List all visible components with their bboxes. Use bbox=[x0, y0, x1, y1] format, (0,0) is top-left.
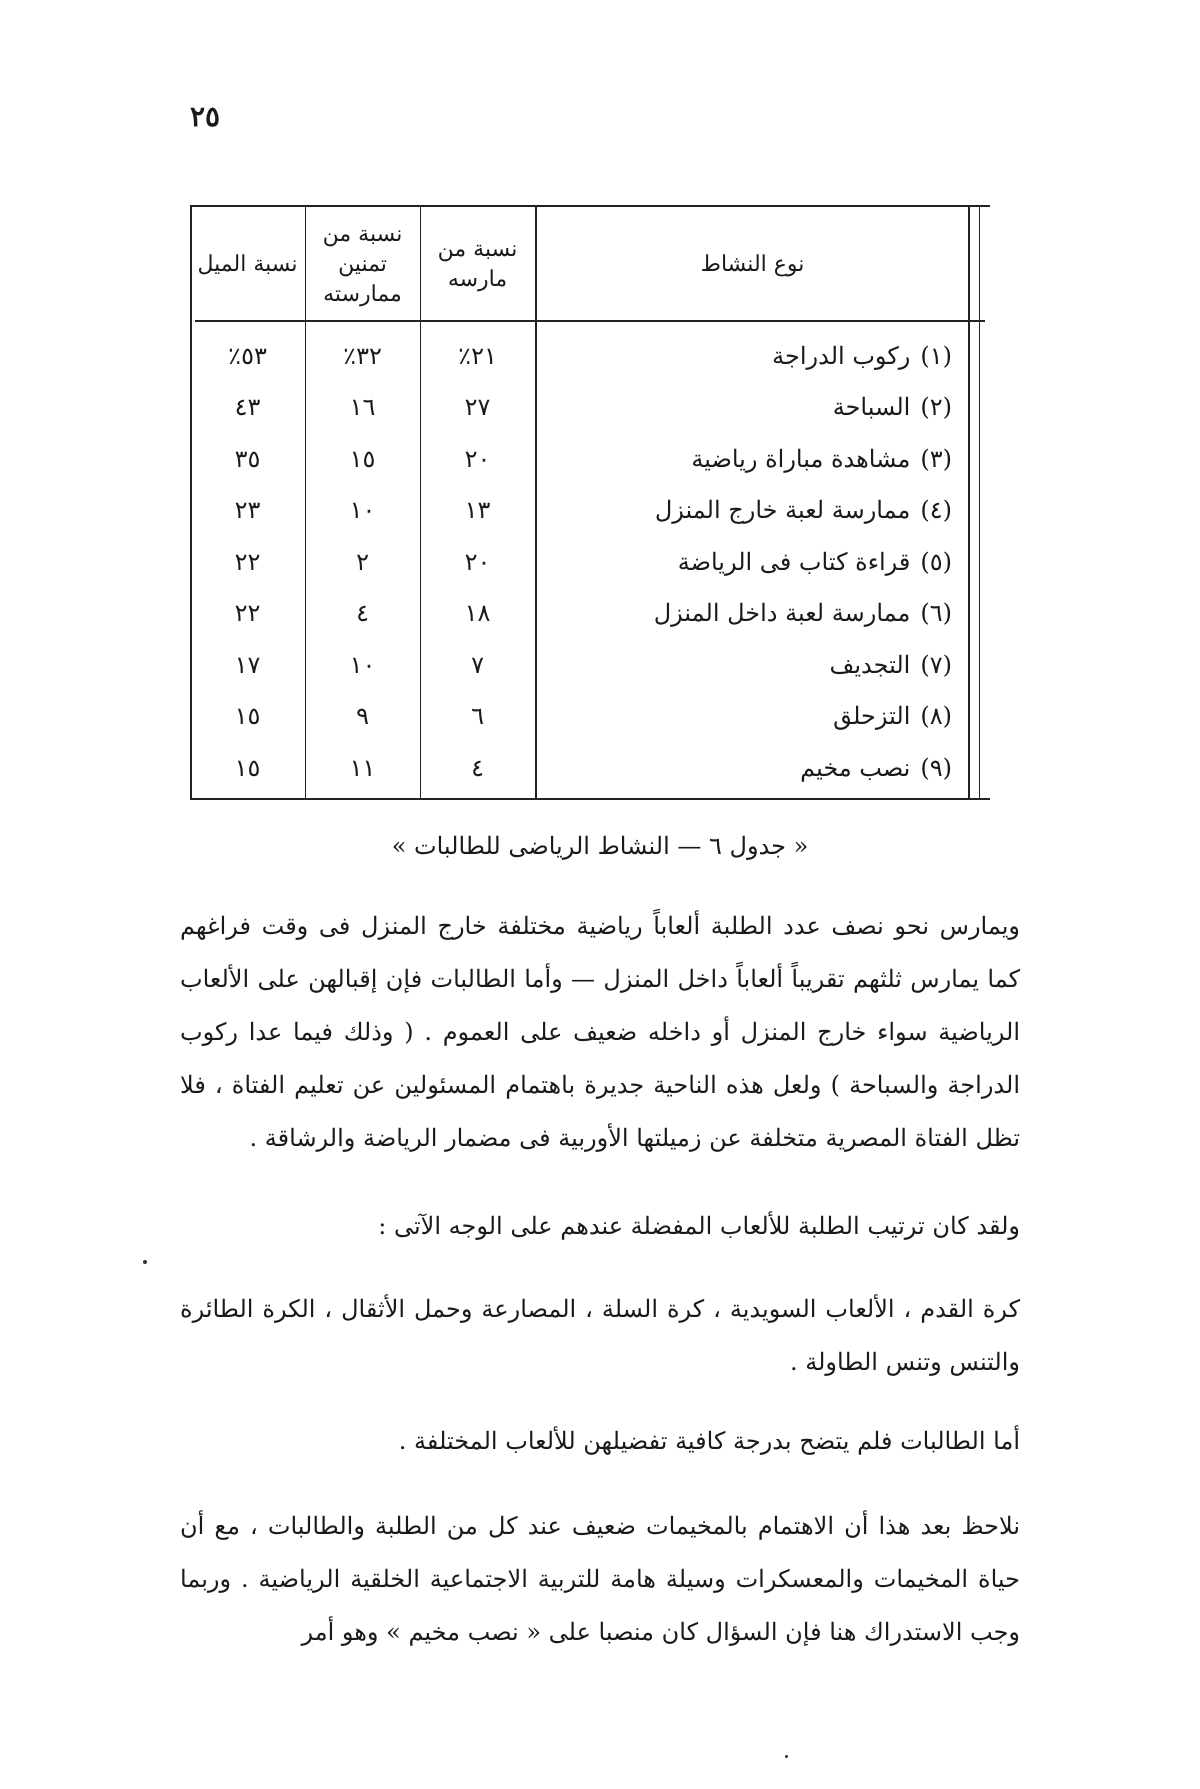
table-row bbox=[190, 536, 990, 588]
cell-wish: ١٠ bbox=[349, 650, 376, 679]
cell-inclination: ٢٢ bbox=[234, 547, 261, 576]
cell-practice: ٤ bbox=[471, 753, 484, 782]
cell-inclination: ١٥ bbox=[234, 753, 261, 782]
cell-inclination: ٥٣٪ bbox=[228, 341, 267, 370]
cell-activity bbox=[535, 330, 970, 382]
cell-activity bbox=[535, 691, 970, 743]
table-caption: « جدول ٦ — النشاط الرياضى للطالبات » bbox=[391, 832, 809, 860]
table-row bbox=[190, 330, 990, 382]
cell-wish: ٢ bbox=[356, 547, 369, 576]
cell-activity bbox=[535, 639, 970, 691]
activity-label: ممارسة لعبة داخل المنزل bbox=[653, 599, 911, 628]
cell-practice: ١٣ bbox=[464, 496, 491, 525]
table-row bbox=[190, 485, 990, 537]
paragraph-4: أما الطالبات فلم يتضح بدرجة كافية تفضيلهن للألعاب المختلفة . bbox=[398, 1427, 1020, 1455]
cell-activity bbox=[535, 588, 970, 640]
cell-practice: ١٨ bbox=[464, 599, 491, 628]
cell-wish: ٤ bbox=[356, 599, 369, 628]
row-number: (٣) bbox=[920, 444, 952, 473]
header-practice: نسبة من مارسه bbox=[437, 237, 518, 292]
header-activity: نوع النشاط bbox=[700, 252, 805, 278]
cell-wish: ١١ bbox=[349, 753, 376, 782]
cell-activity bbox=[535, 382, 970, 434]
cell-inclination: ١٧ bbox=[234, 650, 261, 679]
cell-wish: ١٠ bbox=[349, 496, 376, 525]
page-number: ٢٥ bbox=[190, 100, 221, 133]
paragraph-5: نلاحظ بعد هذا أن الاهتمام بالمخيمات ضعيف عند كل من الطلبة والطالبات ، مع أن حياة المخيمات والمعسكرات وسيلة هامة للتربية الاجتماعية الخلقية الرياضية . وربما وجب الاستدراك هنا فإن السؤال كان منصبا على « نصب مخيم » وهو أمر bbox=[180, 1512, 1020, 1646]
paragraph-3: كرة القدم ، الألعاب السويدية ، كرة السلة ، المصارعة وحمل الأثقال ، الكرة الطائرة والتنس وتنس الطاولة . bbox=[180, 1295, 1020, 1376]
scan-speck bbox=[785, 1755, 788, 1758]
table-row bbox=[190, 588, 990, 640]
cell-practice: ٢٧ bbox=[464, 393, 491, 422]
table-body bbox=[190, 330, 990, 794]
cell-activity bbox=[535, 485, 970, 537]
cell-practice: ٢١٪ bbox=[458, 341, 497, 370]
cell-activity bbox=[535, 536, 970, 588]
table-row bbox=[190, 639, 990, 691]
paragraph-1: ويمارس نحو نصف عدد الطلبة ألعاباً رياضية مختلفة خارج المنزل فى وقت فراغهم كما يمارس ثلثهم تقريباً ألعاباً داخل المنزل — وأما الطالبات فإن إقبالهن على الألعاب الرياضية سواء خارج المنزل أو داخله ضعيف على العموم . ( وذلك فيما عدا ركوب الدراجة والسباحة ) ولعل هذه الناحية جديرة باهتمام المسئولين عن تعليم الفتاة ، فلا تظل الفتاة المصرية متخلفة عن زميلتها الأوربية فى مضمار الرياضة والرشاقة . bbox=[180, 912, 1020, 1152]
row-number: (٧) bbox=[920, 650, 952, 679]
cell-wish: ١٦ bbox=[349, 393, 376, 422]
header-wish: نسبة من تمنين ممارسته bbox=[322, 222, 403, 307]
table-row bbox=[190, 382, 990, 434]
cell-activity bbox=[535, 433, 970, 485]
activity-label: السباحة bbox=[832, 393, 911, 422]
activity-label: مشاهدة مباراة رياضية bbox=[691, 444, 911, 473]
table-row bbox=[190, 691, 990, 743]
table-row bbox=[190, 742, 990, 794]
table-top-border bbox=[190, 205, 990, 207]
cell-inclination: ١٥ bbox=[234, 702, 261, 731]
activity-label: قراءة كتاب فى الرياضة bbox=[677, 547, 911, 576]
cell-practice: ٧ bbox=[471, 650, 484, 679]
activity-label: ركوب الدراجة bbox=[772, 341, 911, 370]
row-number: (٦) bbox=[920, 599, 952, 628]
table-header-divider bbox=[195, 320, 985, 322]
row-number: (٨) bbox=[920, 702, 952, 731]
activity-label: نصب مخيم bbox=[800, 753, 911, 782]
paragraph-2: ولقد كان ترتيب الطلبة للألعاب المفضلة عندهم على الوجه الآتى : bbox=[378, 1212, 1020, 1240]
cell-practice: ٢٠ bbox=[464, 547, 491, 576]
row-number: (٢) bbox=[920, 393, 952, 422]
cell-inclination: ٢٢ bbox=[234, 599, 261, 628]
cell-practice: ٢٠ bbox=[464, 444, 491, 473]
activity-label: التجديف bbox=[829, 650, 911, 679]
cell-practice: ٦ bbox=[471, 702, 484, 731]
table-row bbox=[190, 433, 990, 485]
cell-activity bbox=[535, 742, 970, 794]
cell-inclination: ٤٣ bbox=[234, 393, 261, 422]
table-bottom-border bbox=[190, 798, 990, 800]
row-number: (٥) bbox=[920, 547, 952, 576]
cell-wish: ٣٢٪ bbox=[343, 341, 382, 370]
activity-label: التزحلق bbox=[833, 702, 911, 731]
scan-speck bbox=[143, 1260, 147, 1264]
activity-label: ممارسة لعبة خارج المنزل bbox=[654, 496, 911, 525]
row-number: (٩) bbox=[920, 753, 952, 782]
cell-wish: ٩ bbox=[356, 702, 369, 731]
cell-wish: ١٥ bbox=[349, 444, 376, 473]
row-number: (٤) bbox=[920, 496, 952, 525]
row-number: (١) bbox=[920, 341, 952, 370]
header-inclination: نسبة الميل bbox=[197, 252, 298, 278]
activity-table bbox=[190, 205, 990, 800]
cell-inclination: ٢٣ bbox=[234, 496, 261, 525]
cell-inclination: ٣٥ bbox=[234, 444, 261, 473]
